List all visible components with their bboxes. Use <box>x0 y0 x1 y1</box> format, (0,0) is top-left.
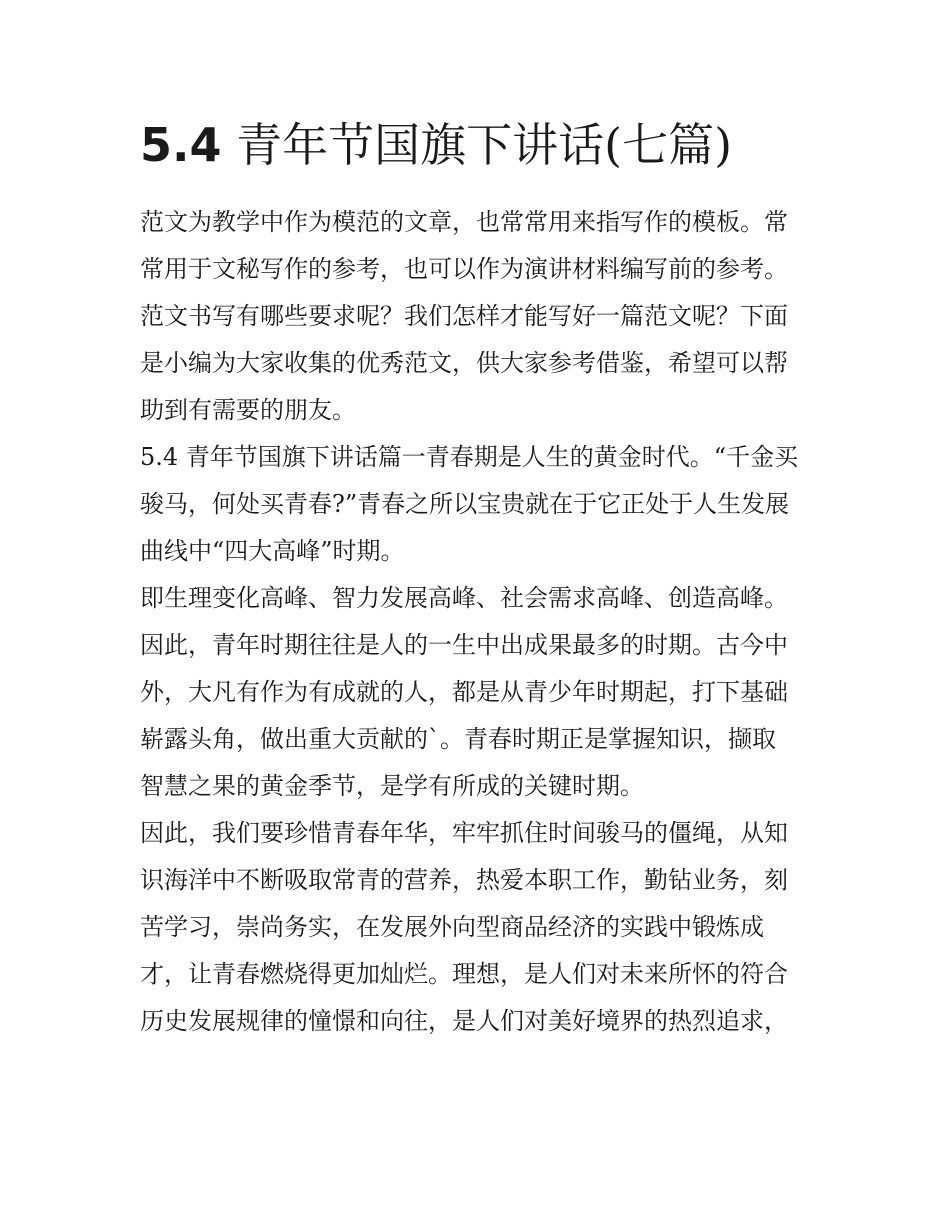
title-text: 青年节国旗下讲话(七篇) <box>221 118 733 172</box>
page-title <box>140 113 840 177</box>
text-line: 范文书写有哪些要求呢？我们怎样才能写好一篇范文呢？下面 <box>140 302 788 330</box>
text-line: 才，让青春燃烧得更加灿烂。理想，是人们对未来所怀的符合 <box>140 960 788 988</box>
text-line: 因此，我们要珍惜青春年华，牢牢抓住时间骏马的僵绳，从知 <box>140 819 788 847</box>
title-number: 5.4 <box>140 118 222 172</box>
text-line: 范文为教学中作为模范的文章，也常常用来指写作的模板。常 <box>140 208 788 236</box>
text-line: 曲线中“四大高峰”时期。 <box>140 537 405 565</box>
text-line: 常用于文秘写作的参考，也可以作为演讲材料编写前的参考。 <box>140 255 788 283</box>
text-line: 崭露头角，做出重大贡献的`。青春时期正是掌握知识，撷取 <box>140 725 776 753</box>
text-line: 智慧之果的黄金季节，是学有所成的关键时期。 <box>140 772 644 800</box>
text-line: 外，大凡有作为有成就的人，都是从青少年时期起，打下基础 <box>140 678 788 706</box>
text-line: 因此，青年时期往往是人的一生中出成果最多的时期。古今中 <box>140 631 788 659</box>
text-line: 5.4 青年节国旗下讲话篇一青春期是人生的黄金时代。“千金买 <box>140 443 799 471</box>
text-line: 是小编为大家收集的优秀范文，供大家参考借鉴，希望可以帮 <box>140 349 788 377</box>
text-line: 识海洋中不断吸取常青的营养，热爱本职工作，勤钻业务，刻 <box>140 866 788 894</box>
text-line: 助到有需要的朋友。 <box>140 396 356 424</box>
text-line: 即生理变化高峰、智力发展高峰、社会需求高峰、创造高峰。 <box>140 584 788 612</box>
text-line: 骏马，何处买青春?”青春之所以宝贵就在于它正处于人生发展 <box>140 490 790 518</box>
text-line: 历史发展规律的憧憬和向往，是人们对美好境界的热烈追求， <box>140 1007 788 1035</box>
text-line: 苦学习，崇尚务实，在发展外向型商品经济的实践中锻炼成 <box>140 913 764 941</box>
body-text <box>140 199 812 1045</box>
